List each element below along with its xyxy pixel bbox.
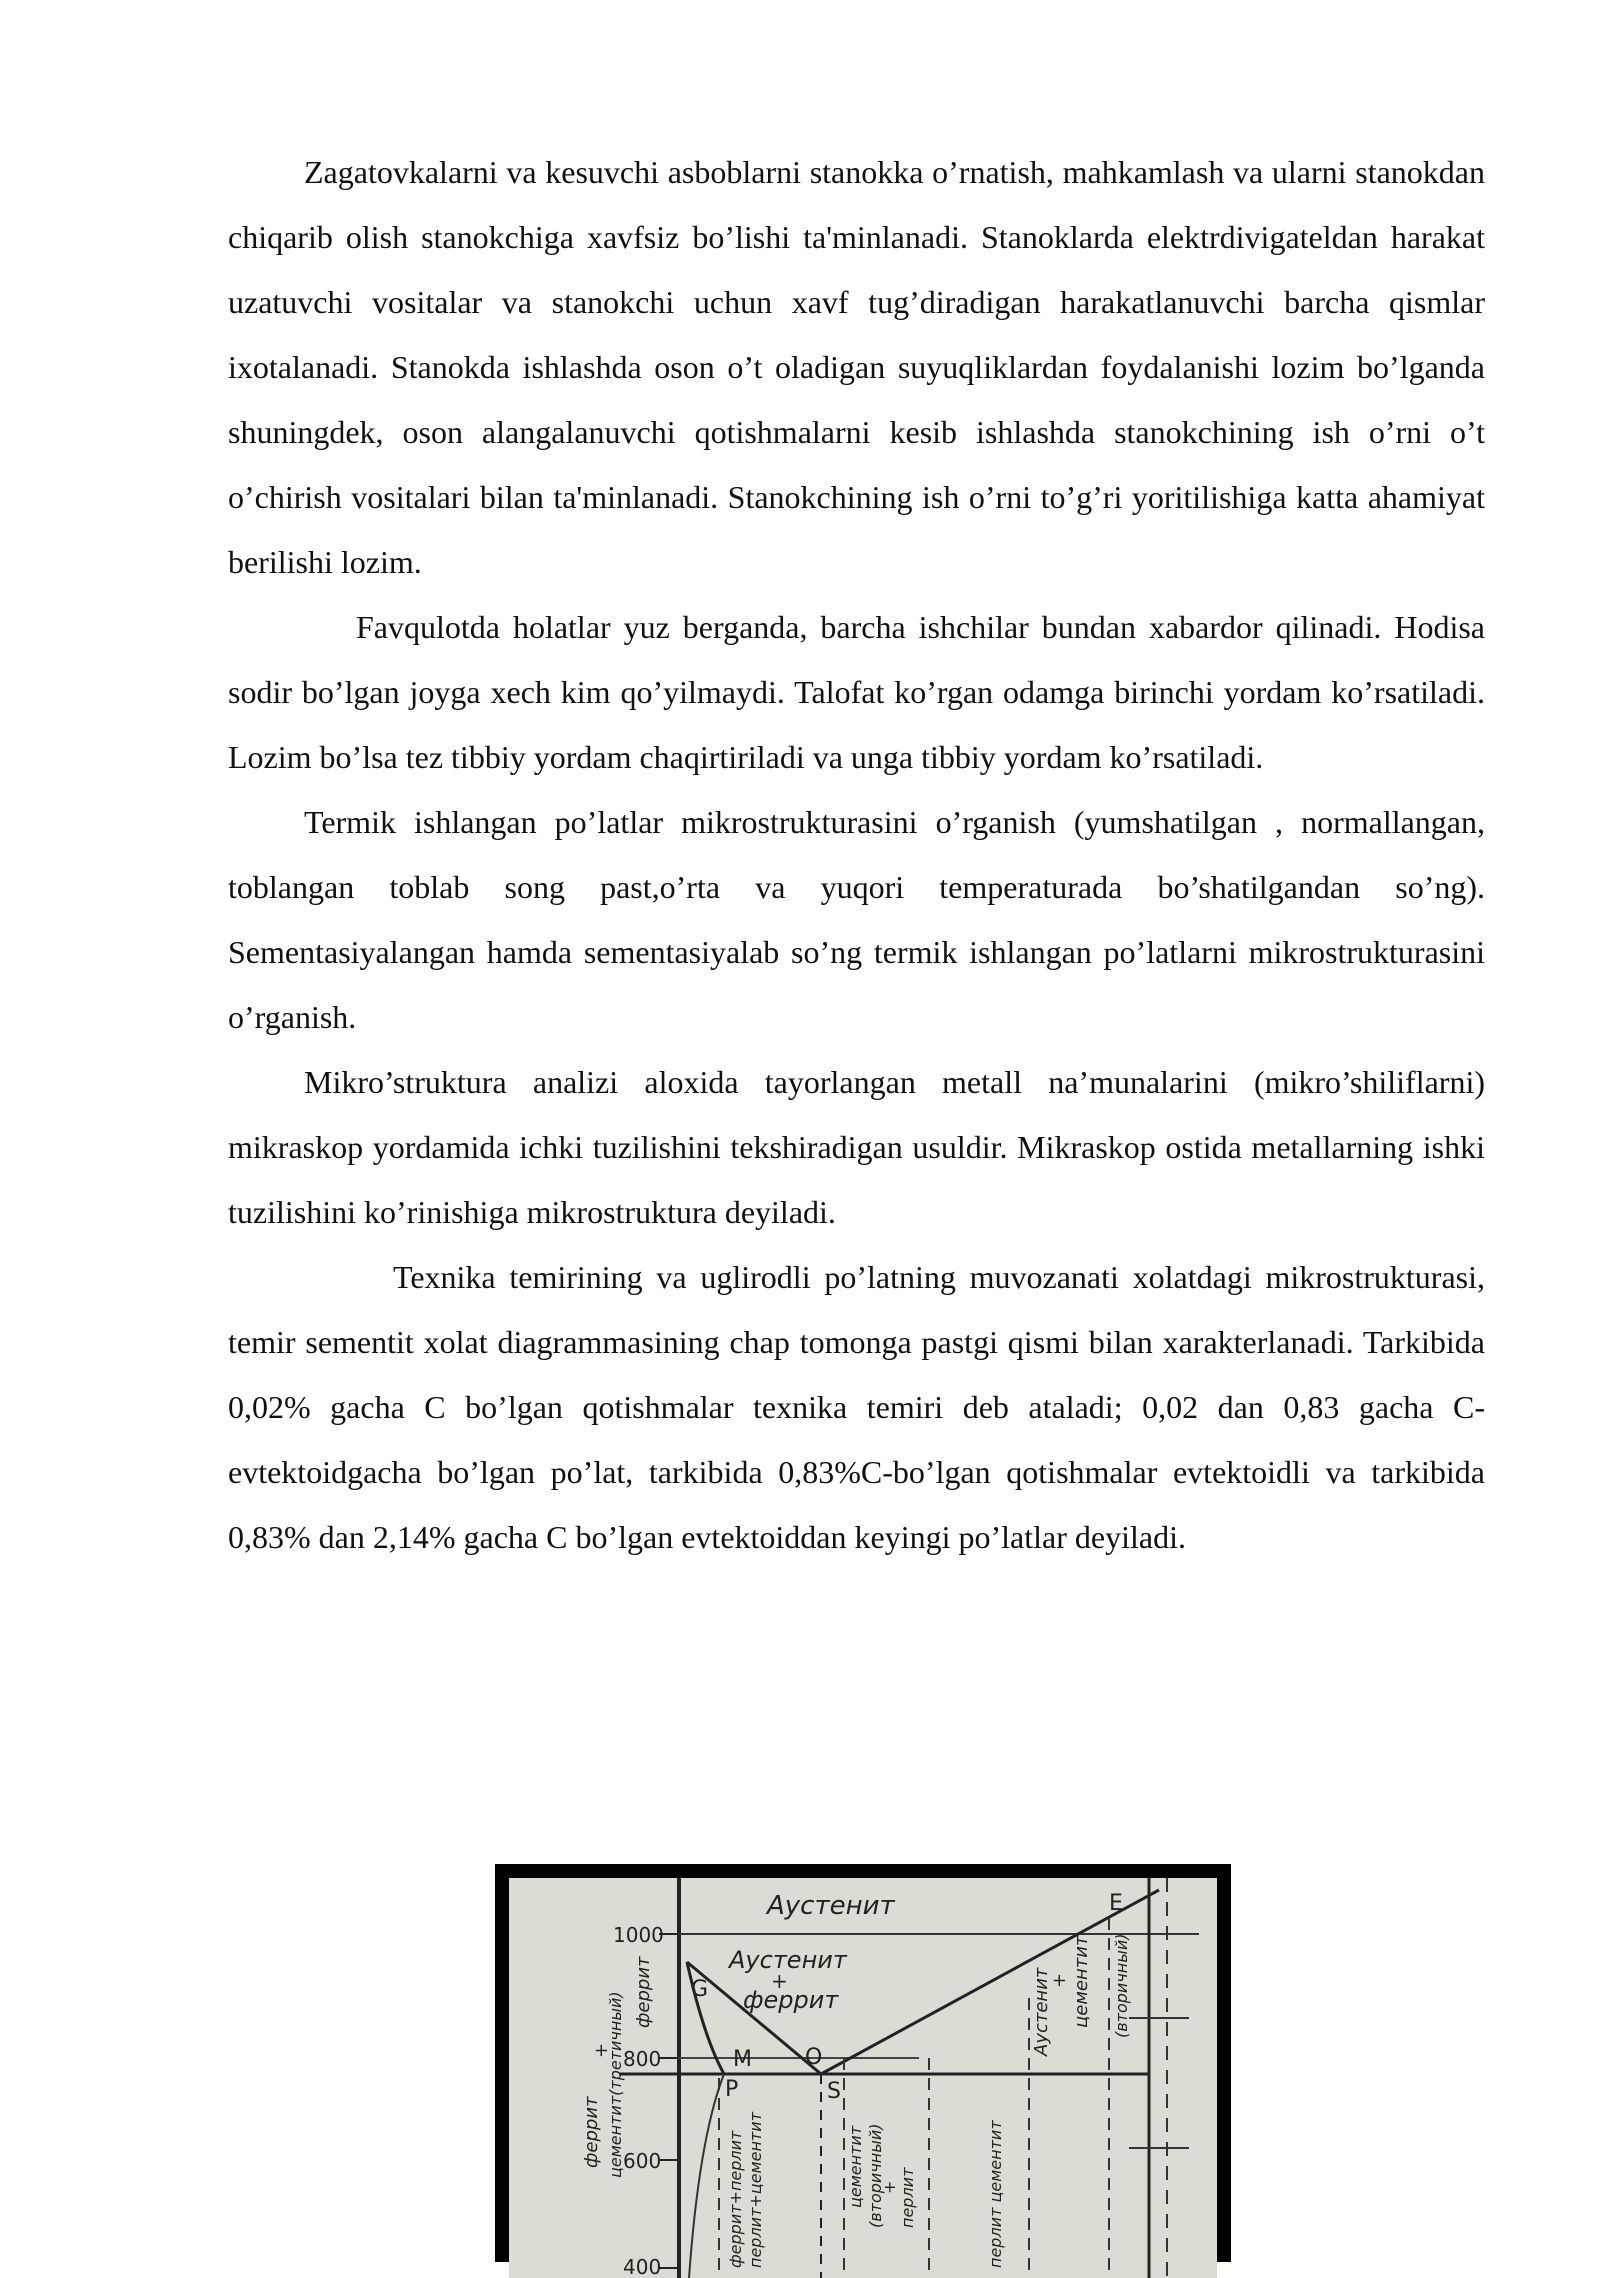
- label-plus-bottom: +: [880, 2180, 899, 2194]
- point-p: P: [725, 2077, 739, 2102]
- point-e: E: [1109, 1891, 1123, 1916]
- phase-diagram-drawing: [509, 1878, 1217, 2278]
- tick-1000: 1000: [613, 1923, 664, 1947]
- label-cementite-right: цементит: [1071, 1935, 1092, 2028]
- label-ferrite-left: феррит: [581, 2096, 602, 2168]
- label-austenite-region: Аустенит: [729, 1946, 847, 1974]
- label-plus-right: +: [1049, 1972, 1070, 1988]
- tick-600: 600: [623, 2149, 662, 2173]
- label-pearlite-bottom: перлит: [898, 2167, 917, 2228]
- point-s: S: [827, 2079, 841, 2104]
- point-o: O: [805, 2045, 823, 2070]
- text-body: [228, 140, 1485, 1570]
- label-ferrite-pearlite: феррит+перлит: [726, 2130, 745, 2268]
- label-ferrite-axis: феррит: [633, 1956, 654, 2028]
- paragraph-microstructure-analysis: Mikro’struktura analizi aloxida tayorlangan metall na’munalarini (mikro’shiliflarni) mikraskop yordamida ichki tuzilishini tekshiradigan usuldir. Mikraskop ostida metallarning ishki tuzilishini ko’rinishiga mikrostruktura deyiladi.: [228, 1064, 1485, 1230]
- paragraph-heat-treatment: Termik ishlangan po’latlar mikrostrukturasini o’rganish (yumshatilgan , normallangan, toblangan toblab song past,o’rta va yuqori temperaturada bo’shatilgandan so’ng). Sementasiyalangan hamda sementasiyalab so’ng termik ishlangan po’latlarni mikrostrukturasini o’rganish.: [228, 804, 1485, 1035]
- point-m: M: [733, 2047, 752, 2072]
- label-austenite-right: Аустенит: [1031, 1967, 1052, 2056]
- label-secondary-right: (вторичный): [1112, 1933, 1131, 2038]
- label-pearlite-cementite: перлит+цементит: [746, 2112, 765, 2268]
- label-austenite-top: Аустенит: [767, 1891, 895, 1921]
- label-plus-region: +: [771, 1969, 788, 1993]
- tick-400: 400: [623, 2255, 662, 2278]
- label-plus-left: +: [591, 2042, 612, 2058]
- label-pearlite-cementite-right: перлит цементит: [986, 2120, 1005, 2268]
- label-cementite-bottom: цементит: [846, 2125, 865, 2208]
- tick-800: 800: [623, 2047, 662, 2071]
- label-ferrite-region: феррит: [743, 1986, 839, 2014]
- label-cementite-tertiary-left: цементит(третичный): [606, 1991, 625, 2178]
- point-g: G: [691, 1977, 709, 2002]
- paragraph-iron-carbon: Texnika temirining va uglirodli po’latning muvozanati xolatdagi mikrostrukturasi, temir sementit xolat diagrammasining chap tomonga pastgi qismi bilan xarakterlanadi. Tarkibida 0,02% gacha C bo’lgan qotishmalar texnika temiri deb ataladi; 0,02 dan 0,83 gacha C-evtektoidgacha bo’lgan po’lat, tarkibida 0,83%C-bo’lgan qotishmalar evtektoidli va tarkibida 0,83% dan 2,14% gacha C bo’lgan evtektoiddan keyingi po’latlar deyiladi.: [228, 1259, 1485, 1555]
- paragraph-workplace-safety: Zagatovkalarni va kesuvchi asboblarni stanokka o’rnatish, mahkamlash va ularni stanokdan chiqarib olish stanokchiga xavfsiz bo’lishi ta'minlanadi. Stanoklarda elektrdivigateldan harakat uzatuvchi vositalar va stanokchi uchun xavf tug’diradigan harakatlanuvchi barcha qismlar ixotalanadi. Stanokda ishlashda oson o’t oladigan suyuqliklardan foydalanishi lozim bo’lganda shuningdek, oson alangalanuvchi qotishmalarni kesib ishlashda stanokchining ish o’rni o’t o’chirish vositalari bilan ta'minlanadi. Stanokchining ish o’rni to’g’ri yoritilishiga katta ahamiyat berilishi lozim.: [228, 154, 1485, 580]
- paragraph-emergency: Favqulotda holatlar yuz berganda, barcha ishchilar bundan xabardor qilinadi. Hodisa sodir bo’lgan joyga xech kim qo’yilmaydi. Talofat ko’rgan odamga birinchi yordam ko’rsatiladi. Lozim bo’lsa tez tibbiy yordam chaqirtiriladi va unga tibbiy yordam ko’rsatiladi.: [228, 609, 1485, 775]
- label-secondary-bottom: (вторичный): [866, 2123, 885, 2228]
- phase-diagram: [509, 1878, 1217, 2278]
- phase-diagram-figure: [495, 1864, 1231, 2278]
